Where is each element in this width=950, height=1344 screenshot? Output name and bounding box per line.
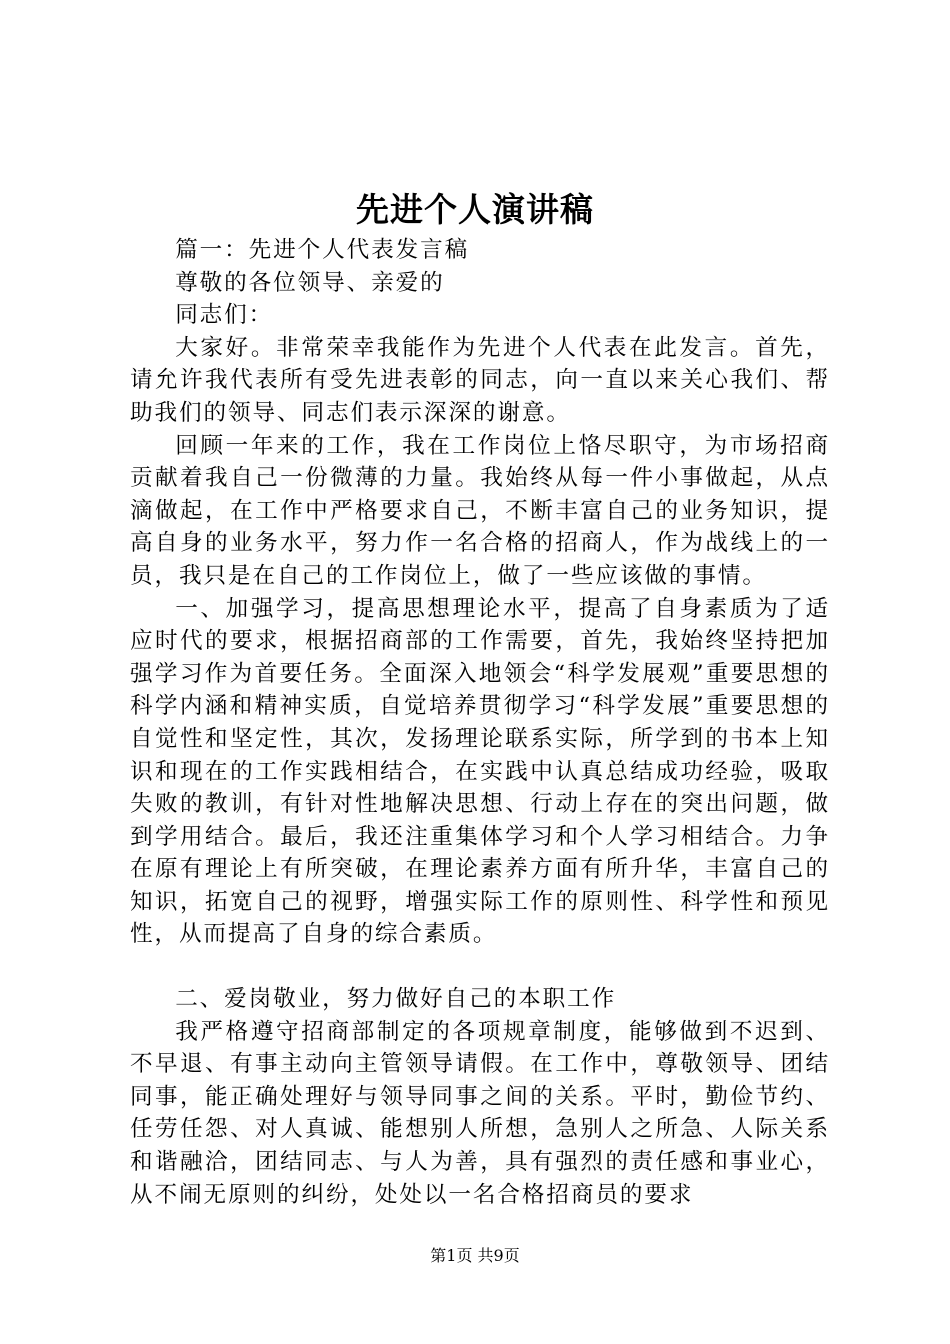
document-title: 先进个人演讲稿 [356, 190, 594, 229]
body-paragraph: 回顾一年来的工作，我在工作岗位上恪尽职守，为市场招商贡献着我自己一份微薄的力量。我始终从每一件小事做起，从点滴做起，在工作中严格要求自己，不断丰富自己的业务知识，提高自身的业务水平，努力作一名合格的招商人，作为战线上的一员，我只是在自己的工作岗位上，做了一些应该做的事情。 [130, 432, 830, 589]
page-number: 第1页 共9页 [430, 1246, 520, 1265]
salutation-line: 尊敬的各位领导、亲爱的 [175, 269, 445, 296]
body-paragraph: 一、加强学习，提高思想理论水平，提高了自身素质为了适应时代的要求，根据招商部的工作需要，首先，我始终坚持把加强学习作为首要任务。全面深入地领会“科学发展观”重要思想的科学内涵和精神实质，自觉培养贯彻学习“科学发展”重要思想的自觉性和坚定性，其次，发扬理论联系实际，所学到的书本上知识和现在的工作实践相结合，在实践中认真总结成功经验，吸取失败的教训，有针对性地解决思想、行动上存在的突出问题，做到学用结合。最后，我还注重集体学习和个人学习相结合。力争在原有理论上有所突破，在理论素养方面有所升华，丰富自己的知识，拓宽自己的视野，增强实际工作的原则性、科学性和预见性，从而提高了自身的综合素质。 [130, 595, 830, 948]
salutation-line: 同志们： [175, 302, 274, 329]
body-paragraph: 我严格遵守招商部制定的各项规章制度，能够做到不迟到、不早退、有事主动向主管领导请假。在工作中，尊敬领导、团结同事，能正确处理好与领导同事之间的关系。平时，勤俭节约、任劳任怨、对人真诚、能想别人所想，急别人之所急、人际关系和谐融洽，团结同志、与人为善，具有强烈的责任感和事业心，从不闹无原则的纠纷，处处以一名合格招商员的要求 [130, 1018, 830, 1208]
section-heading: 二、爱岗敬业，努力做好自己的本职工作 [175, 986, 617, 1013]
document-body [130, 234, 830, 1211]
section-heading: 篇一：先进个人代表发言稿 [175, 237, 470, 263]
body-paragraph: 大家好。非常荣幸我能作为先进个人代表在此发言。首先，请允许我代表所有受先进表彰的同志，向一直以来关心我们、帮助我们的领导、同志们表示深深的谢意。 [130, 334, 830, 426]
